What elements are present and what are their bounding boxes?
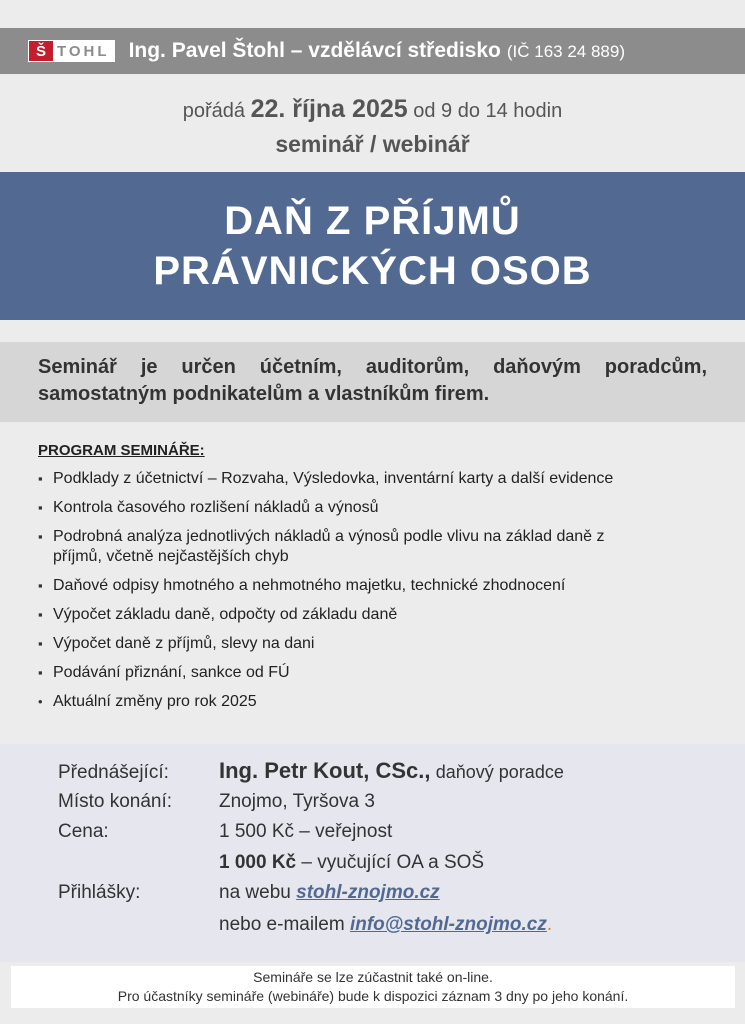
title-band (0, 172, 745, 320)
organizer-name: Ing. Pavel Štohl – vzdělávcí středisko (128, 39, 501, 62)
price-label: Cena: (58, 821, 109, 842)
signup-label: Přihlášky: (58, 882, 141, 903)
intro-text: Seminář je určen účetním, auditorům, daňovým poradcům, samostatným podnikatelům a vlastníkům firem. (38, 356, 707, 405)
header-bar (0, 28, 745, 74)
list-item: ▪ Výpočet daně z příjmů, slevy na dani (38, 635, 315, 652)
footer-line-1: Semináře se lze zúčastnit také on-line. (253, 969, 493, 985)
list-item: ▪ Výpočet základu daně, odpočty od základu daně (38, 606, 398, 623)
list-item: ▪ Podklady z účetnictví – Rozvaha, Výsledovka, inventární karty a další evidence (38, 470, 614, 487)
title-line-2: PRÁVNICKÝCH OSOB (153, 249, 592, 293)
lecturer-label: Přednášející: (58, 762, 169, 783)
stohl-logo (28, 40, 115, 62)
place-row (58, 791, 375, 813)
price-teachers-row (58, 852, 484, 874)
list-item: • Aktuální změny pro rok 2025 (38, 693, 257, 710)
footer-line-2: Pro účastníky semináře (webináře) bude k dispozici záznam 3 dny po jeho konání. (117, 988, 629, 1004)
intro-band (0, 342, 745, 422)
bullet-icon: ▪ (38, 607, 43, 622)
program-heading: PROGRAM SEMINÁŘE: (38, 442, 205, 459)
website-link[interactable]: stohl-znojmo.cz (296, 882, 440, 903)
list-item: ▪ Podrobná analýza jednotlivých nákladů a výnosů podle vlivu na základ daně z příjmů, včetně nejčastějších chyb (38, 528, 605, 565)
program-section (38, 442, 718, 721)
list-item: ▪ Podávání přiznání, sankce od FÚ (38, 664, 290, 681)
signup-mail-row (58, 914, 552, 936)
place-label: Místo konání: (58, 791, 173, 812)
date-suffix: od 9 do 14 hodin (413, 100, 563, 122)
bullet-icon: ▪ (38, 636, 43, 651)
footer-note (11, 966, 735, 1008)
bullet-icon: ▪ (38, 578, 43, 593)
event-date: 22. října 2025 (250, 95, 408, 123)
price-public: 1 500 Kč – veřejnost (219, 821, 393, 842)
list-item: ▪ Kontrola časového rozlišení nákladů a výnosů (38, 499, 379, 516)
bullet-icon: ▪ (38, 471, 43, 486)
bullet-icon: • (38, 694, 43, 709)
bullet-icon: ▪ (38, 529, 43, 544)
organizer-ic: (IČ 163 24 889) (506, 42, 626, 61)
bullet-icon: ▪ (38, 665, 43, 680)
date-line (0, 95, 745, 124)
event-type: seminář / webinář (275, 131, 470, 157)
email-link[interactable]: info@stohl-znojmo.cz (349, 914, 547, 935)
price-teachers-text: – vyučující OA a SOŠ (301, 852, 485, 873)
logo-rest: TOHL (53, 41, 114, 61)
signup-row (58, 882, 440, 904)
logo-first-letter: Š (29, 41, 53, 61)
lecturer-name: Ing. Petr Kout, CSc., (219, 758, 431, 783)
date-prefix: pořádá (182, 100, 246, 122)
program-list (38, 469, 718, 712)
info-band (0, 744, 745, 962)
place-value: Znojmo, Tyršova 3 (219, 791, 375, 812)
price-row (58, 821, 392, 843)
organizer-title (129, 39, 625, 63)
price-teachers-amount: 1 000 Kč (219, 852, 297, 873)
lecturer-row (58, 758, 564, 784)
lecturer-role: daňový poradce (435, 762, 564, 782)
bullet-icon: ▪ (38, 500, 43, 515)
signup-web-prefix: na webu (219, 882, 291, 903)
title-line-1: DAŇ Z PŘÍJMŮ (224, 199, 521, 243)
list-item: ▪ Daňové odpisy hmotného a nehmotného majetku, technické zhodnocení (38, 577, 566, 594)
signup-mail-prefix: nebo e-mailem (219, 914, 345, 935)
mail-suffix: . (546, 914, 553, 935)
